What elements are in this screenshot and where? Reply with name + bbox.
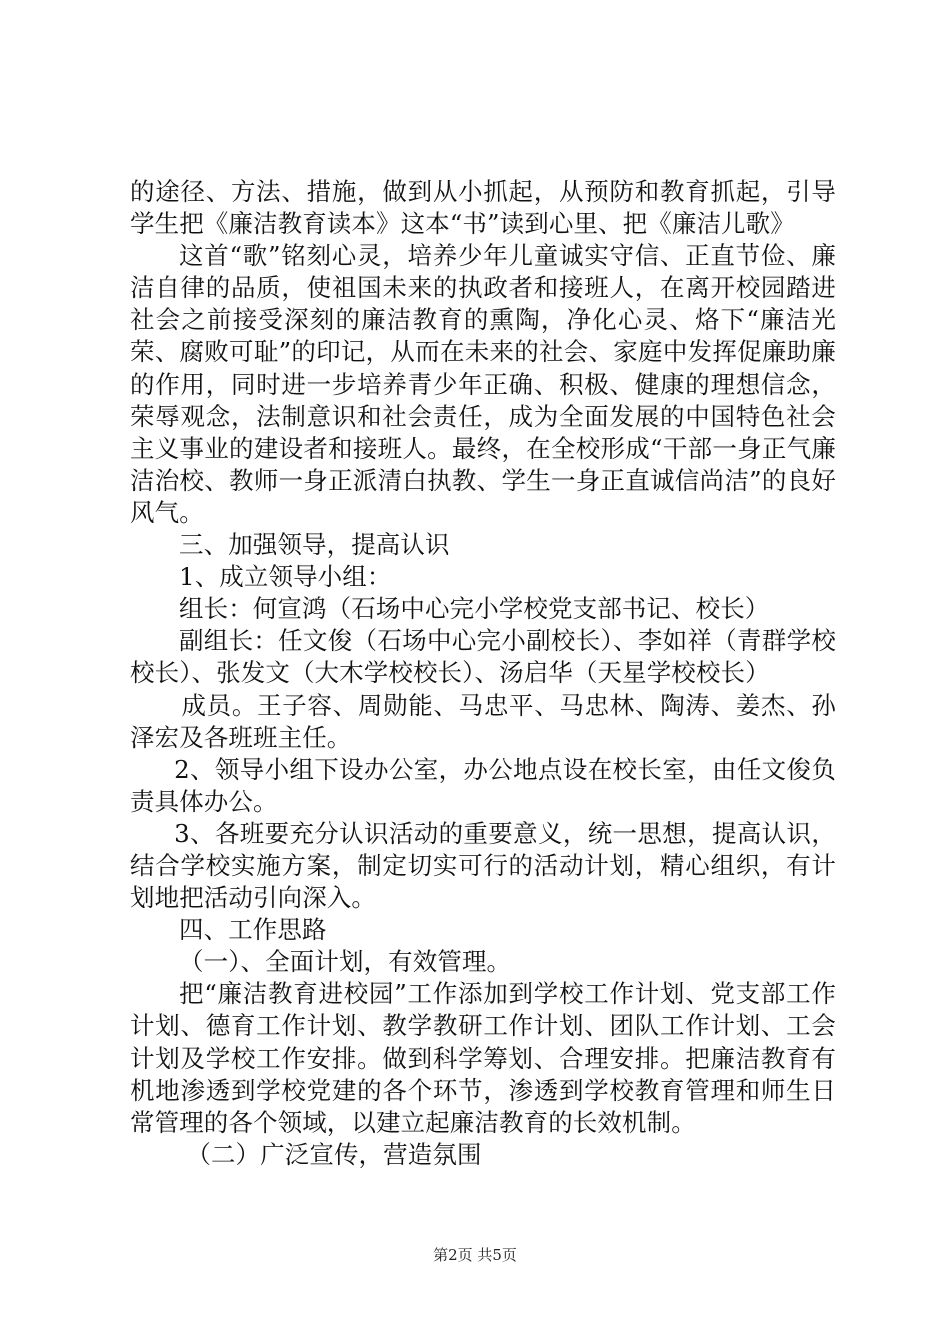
- subsection-heading-publicity: （二）广泛宣传，营造氛围: [186, 1139, 482, 1169]
- page-number-label: 第2页 共5页: [433, 1246, 517, 1264]
- section-heading-4: 四、工作思路: [179, 915, 327, 945]
- deputy-leaders-paragraph: 副组长：任文俊（石场中心完小副校长）、李如祥（青群学校校长）、张发文（大木学校校长）、汤启华（天星学校校长）: [130, 626, 836, 688]
- members-paragraph: 成员。王子容、周勋能、马忠平、马忠林、陶涛、姜杰、孙泽宏及各班班主任。: [130, 690, 836, 752]
- plan-paragraph: 把“廉洁教育进校园”工作添加到学校工作计划、党支部工作计划、德育工作计划、教学教研工作计划、团队工作计划、工会计划及学校工作安排。做到科学筹划、合理安排。把廉洁教育有机地渗透到学校党建的各个环节，渗透到学校教育管理和师生日常管理的各个领域，以建立起廉洁教育的长效机制。: [130, 979, 836, 1137]
- subsection-heading-1: 1、成立领导小组：: [179, 562, 392, 592]
- team-leader-line: 组长：何宣鸿（石场中心完小学校党支部书记、校长）: [179, 594, 770, 624]
- paragraph-1: 的途径、方法、措施，做到从小抓起，从预防和教育抓起，引导学生把《廉洁教育读本》这本“书”读到心里、把《廉洁儿歌》: [130, 177, 836, 239]
- office-paragraph: 2、领导小组下设办公室，办公地点设在校长室，由任文俊负责具体办公。: [130, 754, 836, 816]
- class-plan-paragraph: 3、各班要充分认识活动的重要意义，统一思想，提高认识，结合学校实施方案，制定切实可行的活动计划，精心组织，有计划地把活动引向深入。: [130, 818, 836, 913]
- page-footer: [0, 1244, 950, 1265]
- section-heading-3: 三、加强领导，提高认识: [179, 530, 450, 560]
- paragraph-2: 这首“歌”铭刻心灵，培养少年儿童诚实守信、正直节俭、廉洁自律的品质，使祖国未来的执政者和接班人，在离开校园踏进社会之前接受深刻的廉洁教育的熏陶，净化心灵、烙下“廉洁光荣、腐败可耻”的印记，从而在未来的社会、家庭中发挥促廉助廉的作用，同时进一步培养青少年正确、积极、健康的理想信念，荣辱观念，法制意识和社会责任，成为全面发展的中国特色社会主义事业的建设者和接班人。最终，在全校形成“干部一身正气廉洁治校、教师一身正派清白执教、学生一身正直诚信尚洁”的良好风气。: [130, 241, 836, 527]
- subsection-heading-plan: （一）、全面计划，有效管理。: [179, 947, 512, 977]
- document-body: [130, 176, 836, 1171]
